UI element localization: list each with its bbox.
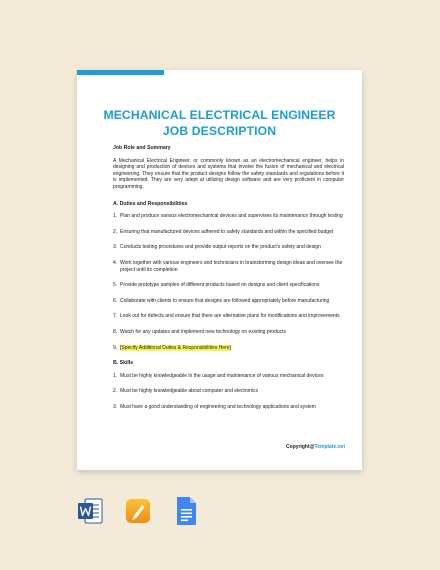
google-docs-icon[interactable] xyxy=(173,496,199,526)
duties-list xyxy=(113,213,344,351)
list-item: 1. Must be highly knowledgeable in the usage and maintenance of various mechanical devices xyxy=(113,372,324,379)
app-icons-row xyxy=(77,496,199,526)
list-item: 1. Plan and produce various electromechanical devices and supervises its maintenance through testing xyxy=(113,213,343,220)
role-heading: Job Role and Summary xyxy=(113,145,171,151)
list-item: 2. Must be highly knowledgeable about computer and electronics xyxy=(113,388,259,395)
list-item: 3. Conducts testing procedures and provide output reports on the product’s safety and design xyxy=(113,244,321,251)
list-item: 5. Provide prototype samples of different products based on designs and client specifications xyxy=(113,282,320,289)
summary-paragraph: A Mechanical Electrical Engineer, or commonly known as an electromechanical engineer, helps in designing and production of devices and systems that involve the fusion of mechanical and electrical engineering. They ensure that the product designs follow the safety standards and regulations before it is implemented. They are very adept at utilizing design software and are very proficient in computer programming. xyxy=(113,157,344,190)
list-item: 9. [Specify Additional Duties & Responsibilities Here] xyxy=(113,344,231,351)
document-page xyxy=(77,70,362,470)
list-item: 6. Collaborate with clients to ensure that designs are followed appropriately before manufacturing xyxy=(113,297,330,304)
copyright-notice xyxy=(286,444,345,450)
document-title xyxy=(77,107,362,139)
list-item: 2. Ensuring that manufactured devices adhered to safety standards and within the specified budget xyxy=(113,228,334,235)
list-item: 3. Must have a good understanding of engineering and technology applications and system xyxy=(113,403,316,410)
placeholder-highlight: [Specify Additional Duties & Responsibilities Here] xyxy=(120,344,231,351)
copyright-brand-link[interactable]: Template.net xyxy=(314,444,345,450)
title-line-1: MECHANICAL ELECTRICAL ENGINEER xyxy=(103,108,336,122)
accent-bar xyxy=(77,70,164,75)
copyright-label: Copyright@ xyxy=(286,444,315,450)
skills-list xyxy=(113,373,344,411)
duties-heading: A. Duties and Responsibilities xyxy=(113,200,188,207)
list-item: 8. Watch for any updates and implement new technology on existing products xyxy=(113,328,287,335)
word-icon[interactable] xyxy=(77,496,103,526)
skills-heading: B. Skills xyxy=(113,360,134,367)
list-item: 7. Look out for defects and ensure that there are alternative plans for modifications and improvements xyxy=(113,313,340,320)
title-line-2: JOB DESCRIPTION xyxy=(162,124,277,138)
pages-icon[interactable] xyxy=(125,496,151,526)
list-item: 4. Work together with various engineers and technicians in brainstorming design ideas and oversee the project until its completion xyxy=(113,259,343,273)
document-body xyxy=(113,145,344,419)
